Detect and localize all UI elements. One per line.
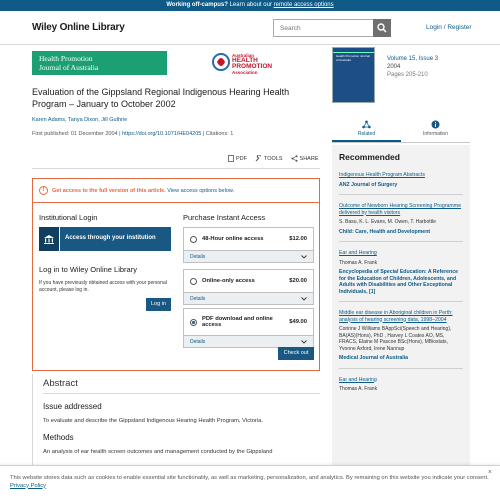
recommended-item xyxy=(339,250,463,302)
institution-icon xyxy=(44,235,54,244)
cookie-text: This website stores data such as cookies to enable essential site functionality, as well as marketing, personalization, and analytics. By remaining on this website you indicate your consent. xyxy=(10,475,489,481)
checkout-button[interactable]: Check out xyxy=(278,347,314,360)
purchase-heading: Purchase Instant Access xyxy=(183,213,266,222)
recommended-item-title[interactable]: Middle ear disease in Aboriginal children in Perth: analysis of hearing screening data, 1998–2004 xyxy=(339,310,453,323)
cover-title: Health Promotion Journal of Australia xyxy=(336,54,370,62)
purchase-radio-selected[interactable] xyxy=(190,319,197,326)
banner-bold-text: Working off-campus? xyxy=(166,2,228,8)
purchase-option-row[interactable] xyxy=(184,228,313,250)
warning-icon: ! xyxy=(39,186,48,195)
share-icon xyxy=(291,155,298,162)
abstract-heading: Abstract xyxy=(43,378,320,394)
recommended-item-title[interactable]: Indigenous Health Program Abstracts xyxy=(339,172,425,178)
tab-information[interactable] xyxy=(401,117,470,142)
recommended-item-authors: Thomas A. Frank xyxy=(339,386,378,392)
purchase-option-price: $49.00 xyxy=(289,319,307,325)
issue-year: 2004 xyxy=(387,64,401,70)
institution-access-button[interactable] xyxy=(39,227,171,251)
access-box xyxy=(32,178,320,371)
tools-label: TOOLS xyxy=(264,155,283,162)
issue-addressed-heading: Issue addressed xyxy=(43,402,102,411)
purchase-option-row[interactable] xyxy=(184,270,313,292)
issue-addressed-text: To evaluate and describe the Gippsland Indigenous Hearing Health Program, Victoria. xyxy=(43,418,263,424)
recommended-item xyxy=(339,377,463,402)
wiley-login-heading: Log in to Wiley Online Library xyxy=(39,265,137,274)
purchase-option xyxy=(183,269,314,305)
divider xyxy=(32,168,320,169)
tab-information-label: Information xyxy=(422,131,448,137)
pdf-label: PDF xyxy=(236,155,247,162)
details-label: Details xyxy=(190,253,206,260)
recommended-item-journal[interactable]: ANZ Journal of Surgery xyxy=(339,181,398,188)
purchase-radio[interactable] xyxy=(190,236,197,243)
publication-info xyxy=(32,131,233,137)
recommended-item xyxy=(339,172,463,195)
first-published-label: First published: xyxy=(32,131,71,137)
purchase-option xyxy=(183,308,314,348)
privacy-policy-link[interactable]: Privacy Policy xyxy=(10,482,47,489)
recommended-item-journal[interactable]: Medical Journal of Australia xyxy=(339,355,408,361)
share-menu[interactable] xyxy=(291,155,319,162)
details-toggle[interactable] xyxy=(184,292,313,304)
access-alert-text: Get access to the full version of this article. xyxy=(52,187,166,194)
institution-button-label: Access through your institution xyxy=(65,235,156,242)
tab-related[interactable] xyxy=(332,117,401,142)
share-label: SHARE xyxy=(299,155,319,162)
separator: | xyxy=(119,131,123,137)
recommended-item-journal[interactable]: Child: Care, Health and Development xyxy=(339,228,431,235)
access-alert xyxy=(33,179,319,203)
chevron-down-icon xyxy=(301,340,307,344)
assoc-line1: Australian xyxy=(232,53,255,58)
recommended-item xyxy=(339,203,463,242)
purchase-option-label: 48-Hour online access xyxy=(202,235,264,242)
cover-stripe xyxy=(333,52,374,53)
remote-access-link[interactable]: remote access options xyxy=(273,2,334,8)
purchase-option-price: $12.00 xyxy=(289,236,307,242)
search-icon xyxy=(377,23,387,33)
search-button[interactable] xyxy=(373,19,391,37)
brand-logo[interactable]: Wiley Online Library xyxy=(32,22,125,33)
tab-related-label: Related xyxy=(357,131,376,137)
close-icon[interactable]: × xyxy=(487,469,492,476)
site-header xyxy=(0,11,500,45)
purchase-option-row[interactable] xyxy=(184,309,313,335)
purchase-option-label: PDF download and online access xyxy=(202,315,273,328)
assoc-line2: HEALTH xyxy=(232,57,258,64)
wrench-icon xyxy=(255,155,262,162)
top-banner xyxy=(0,0,500,11)
access-options-link[interactable]: View access options below. xyxy=(167,187,235,194)
pdf-icon xyxy=(228,155,234,162)
purchase-option-label: Online-only access xyxy=(202,277,255,284)
journal-banner-line2: Journal of Australia xyxy=(39,62,99,72)
article-tools xyxy=(228,155,319,162)
recommended-item-title[interactable]: Outcome of Newborn Hearing Screening Programme delivered by health visitors xyxy=(339,203,461,216)
search-box xyxy=(273,19,391,37)
wiley-login-text: If you have previously obtained access with your personal account, please log in. xyxy=(39,280,167,293)
search-input[interactable] xyxy=(274,20,372,36)
cookie-banner xyxy=(0,465,500,500)
assoc-line3: PROMOTION xyxy=(232,63,273,70)
assoc-line4: Association xyxy=(232,70,258,75)
author-list[interactable]: Karen Adams, Tanya Dixon, Jill Guthrie xyxy=(32,117,128,123)
issue-pages: Pages 205-210 xyxy=(387,72,428,78)
recommended-item-authors: S. Basu, K. L. Evans, M. Owen, T. Harbottle xyxy=(339,219,436,225)
recommended-item-journal[interactable]: Encyclopedia of Special Education: A Reference for the Education of Children, Adolescents, and Adults with Disabilities and Other Exceptional Individuals, [1] xyxy=(339,269,458,295)
chevron-down-icon xyxy=(301,297,307,301)
details-toggle[interactable] xyxy=(184,250,313,262)
recommended-item-authors: Corinne J Williams BAppSci(Speech and Hearing), BA(AS)(Hons), PhD , Harvey L Coates AO, MS, FRACS, Elaine M Pascoe BSc(Hons), MBiostats, Yvonne Axford, Irene Nannup xyxy=(339,326,452,352)
purchase-radio[interactable] xyxy=(190,278,197,285)
doi-link[interactable]: https://doi.org/10.1071/HE04205 xyxy=(122,131,202,137)
recommended-item-title[interactable]: Ear and Hearing xyxy=(339,250,377,256)
banner-text: Learn about our xyxy=(227,2,274,8)
separator: | xyxy=(202,131,206,137)
tools-menu[interactable] xyxy=(255,155,283,162)
login-register-link[interactable]: Login / Register xyxy=(426,24,472,31)
association-logo-text xyxy=(232,53,272,75)
purchase-option-price: $20.00 xyxy=(289,278,307,284)
issue-volume-link[interactable]: Volume 15, Issue 3 xyxy=(387,56,439,62)
journal-banner-line1: Health Promotion xyxy=(39,54,93,63)
recommended-item-authors: Thomas A. Frank xyxy=(339,259,378,266)
recommended-panel xyxy=(332,145,470,490)
login-button[interactable]: Log in xyxy=(146,298,171,311)
methods-text: An analysis of ear health screen outcomes and management conducted by the Gippsland xyxy=(43,449,273,455)
journal-banner[interactable] xyxy=(32,51,167,75)
journal-cover[interactable] xyxy=(332,47,375,103)
details-toggle[interactable] xyxy=(184,335,313,347)
institutional-login-heading: Institutional Login xyxy=(39,213,98,222)
related-icon xyxy=(362,120,371,129)
recommended-item xyxy=(339,310,463,369)
article-title: Evaluation of the Gippsland Regional Indigenous Hearing Health Program – January to October 2002 xyxy=(32,87,290,109)
institution-icon-box xyxy=(39,227,60,251)
details-label: Details xyxy=(190,338,206,345)
recommended-item-title[interactable]: Ear and Hearing xyxy=(339,376,377,383)
first-published-date: 01 December 2004 xyxy=(70,131,118,137)
info-icon xyxy=(431,120,440,129)
issue-info xyxy=(387,55,438,79)
methods-heading: Methods xyxy=(43,433,74,442)
recommended-heading: Recommended xyxy=(339,152,400,162)
details-label: Details xyxy=(190,295,206,302)
purchase-option xyxy=(183,227,314,263)
citations-count: Citations: 1 xyxy=(205,131,234,137)
chevron-down-icon xyxy=(301,255,307,259)
pdf-tool[interactable] xyxy=(228,155,247,162)
sidebar-tabs xyxy=(332,117,470,143)
